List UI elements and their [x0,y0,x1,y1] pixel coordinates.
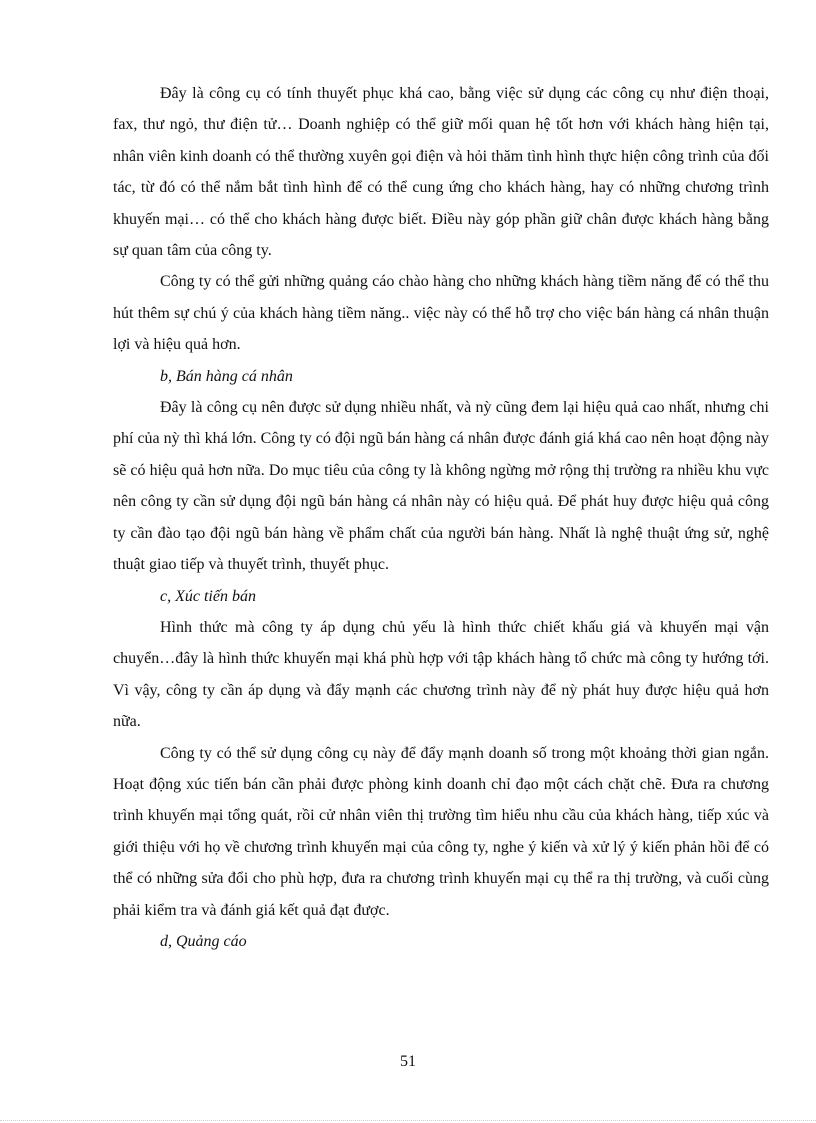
paragraph-promotion-usage: Công ty có thể sử dụng công cụ này để đẩy mạnh doanh số trong một khoảng thời gian ngắn. Hoạt động xúc tiến bán cần phải được phòng kinh doanh chỉ đạo một cách chặt chẽ. Đưa ra chương trình khuyến mại tổng quát, rồi cử nhân viên thị trường tìm hiểu nhu cầu của khách hàng, tiếp xúc và giới thiệu với họ về chương trình khuyến mại của công ty, nghe ý kiến và xử lý ý kiến phản hồi để có thể có những sửa đổi cho phù hợp, đưa ra chương trình khuyến mại cụ thể ra thị trường, và cuối cùng phải kiểm tra và đánh giá kết quả đạt được. [113,744,769,919]
page-bottom-divider [0,1120,816,1121]
section-heading-sales-promotion: c, Xúc tiến bán [160,587,256,605]
paragraph-send-advertising: Công ty có thể gửi những quảng cáo chào hàng cho những khách hàng tiềm năng để có thể thu hút thêm sự chú ý của khách hàng tiềm năng.. việc này có thể hỗ trợ cho việc bán hàng cá nhân thuận lợi và hiệu quả hơn. [113,273,769,354]
paragraph-direct-marketing: Đây là công cụ có tính thuyết phục khá cao, bằng việc sử dụng các công cụ như điện thoại, fax, thư ngỏ, thư điện tử… Doanh nghiệp có thể giữ mối quan hệ tốt hơn với khách hàng hiện tại, nhân viên kinh doanh có thể thường xuyên gọi điện và hỏi thăm tình hình thực hiện công trình của đối tác, từ đó có thể nắm bắt tình hình để có thể cung ứng cho khách hàng, hay có những chương trình khuyến mại… có thể cho khách hàng được biết. Điều này góp phần giữ chân được khách hàng bằng sự quan tâm của công ty. [113,85,769,260]
page-body [113,78,769,957]
section-heading-personal-selling: b, Bán hàng cá nhân [160,367,293,385]
paragraph-promotion-forms: Hình thức mà công ty áp dụng chủ yếu là hình thức chiết khấu giá và khuyến mại vận chuyển…đây là hình thức khuyến mại khá phù hợp với tập khách hàng tổ chức mà công ty hướng tới. Vì vậy, công ty cần áp dụng và đẩy mạnh các chương trình này để nỳ phát huy được hiệu quả hơn nữa. [113,618,769,731]
section-heading-advertising: d, Quảng cáo [160,932,247,950]
page-number: 51 [400,1053,416,1070]
paragraph-personal-selling: Đây là công cụ nên được sử dụng nhiều nhất, và nỳ cũng đem lại hiệu quả cao nhất, nhưng chi phí của nỳ thì khá lớn. Công ty có đội ngũ bán hàng cá nhân được đánh giá khá cao nên hoạt động này sẽ có hiệu quả hơn nữa. Do mục tiêu của công ty là không ngừng mở rộng thị trường ra nhiều khu vực nên công ty cần sử dụng đội ngũ bán hàng cá nhân này có hiệu quả. Để phát huy được hiệu quả công ty cần đào tạo đội ngũ bán hàng về phẩm chất của người bán hàng. Nhất là nghệ thuật ứng sử, nghệ thuật giao tiếp và thuyết trình, thuyết phục. [113,399,769,574]
